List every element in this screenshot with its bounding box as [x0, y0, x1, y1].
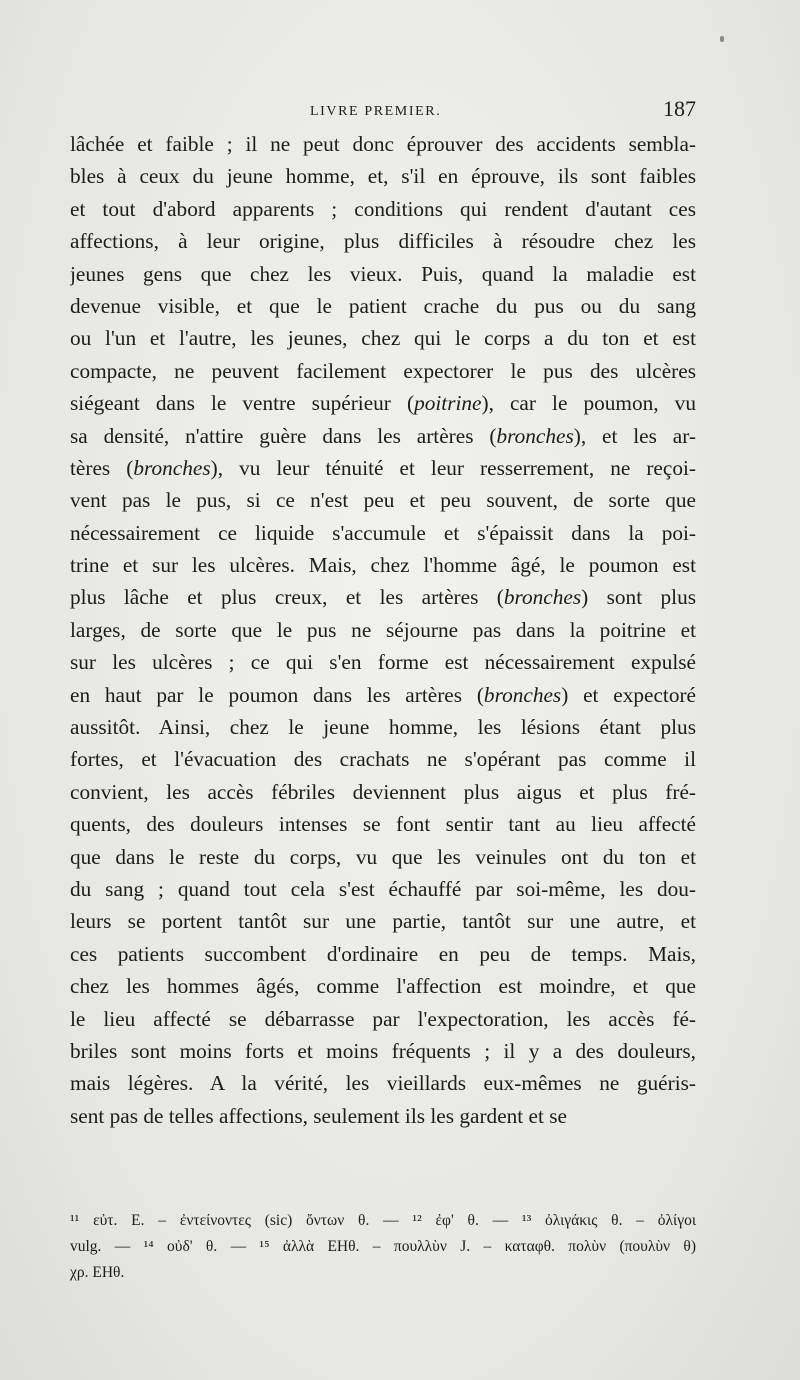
- body-line: sent pas de telles affections, seulement ils les gardent et se: [70, 1103, 567, 1128]
- body-line: ces patients succombent d'ordinaire en peu de temps. Mais,: [70, 941, 696, 966]
- body-line: devenue visible, et que le patient crache du pus ou du sang: [70, 293, 696, 318]
- paper-speck: [720, 36, 724, 42]
- body-line: mais légères. A la vérité, les vieillards eux-mêmes ne guéris-: [70, 1071, 696, 1096]
- body-line: nécessairement ce liquide s'accumule et s'épaissit dans la poi-: [70, 520, 696, 545]
- footnote-line: vulg. — ¹⁴ οὐδ' θ. — ¹⁵ ἀλλὰ EHθ. – πουλλὺν J. – καταφθ. πολὺν (πουλὺν θ): [70, 1238, 696, 1255]
- footnote-line: ¹¹ εὐτ. E. – ἐντείνοντες (sic) ὄντων θ. — ¹² ἐφ' θ. — ¹³ ὀλιγάκις θ. – ὀλίγοι: [70, 1212, 696, 1229]
- body-line: briles sont moins forts et moins fréquents ; il y a des douleurs,: [70, 1038, 696, 1063]
- body-line: du sang ; quand tout cela s'est échauffé par soi-même, les dou-: [70, 876, 696, 901]
- body-line: sur les ulcères ; ce qui s'en forme est nécessairement expulsé: [70, 650, 696, 675]
- body-line: le lieu affecté se débarrasse par l'expectoration, les accès fé-: [70, 1006, 696, 1031]
- body-line: lâchée et faible ; il ne peut donc éprouver des accidents sembla-: [70, 132, 696, 156]
- body-line: plus lâche et plus creux, et les artères (bronches) sont plus: [70, 585, 696, 610]
- body-line: que dans le reste du corps, vu que les veinules ont du ton et: [70, 844, 696, 869]
- body-text: [70, 128, 696, 1132]
- body-line: larges, de sorte que le pus ne séjourne pas dans la poitrine et: [70, 617, 696, 642]
- body-line: convient, les accès fébriles deviennent plus aigus et plus fré-: [70, 779, 696, 804]
- body-line: ou l'un et l'autre, les jeunes, chez qui le corps a du ton et est: [70, 326, 696, 351]
- body-line: quents, des douleurs intenses se font sentir tant au lieu affecté: [70, 812, 696, 837]
- body-line: trine et sur les ulcères. Mais, chez l'homme âgé, le poumon est: [70, 553, 696, 578]
- body-line: aussitôt. Ainsi, chez le jeune homme, les lésions étant plus: [70, 715, 696, 740]
- body-line: siégeant dans le ventre supérieur (poitrine), car le poumon, vu: [70, 391, 696, 416]
- body-line: compacte, ne peuvent facilement expectorer le pus des ulcères: [70, 358, 696, 383]
- body-line: sa densité, n'attire guère dans les artères (bronches), et les ar-: [70, 423, 696, 448]
- page-number: 187: [663, 96, 696, 121]
- body-line: leurs se portent tantôt sur une partie, tantôt sur une autre, et: [70, 909, 696, 934]
- body-line: vent pas le pus, si ce n'est peu et peu souvent, de sorte que: [70, 488, 696, 513]
- footnote-line: χρ. EHθ.: [70, 1264, 125, 1281]
- body-line: fortes, et l'évacuation des crachats ne s'opérant pas comme il: [70, 747, 696, 772]
- body-line: bles à ceux du jeune homme, et, s'il en éprouve, ils sont faibles: [70, 164, 696, 189]
- body-line: affections, à leur origine, plus difficiles à résoudre chez les: [70, 229, 696, 254]
- body-line: tères (bronches), vu leur ténuité et leur resserrement, ne reçoi-: [70, 455, 696, 480]
- body-line: et tout d'abord apparents ; conditions qui rendent d'autant ces: [70, 196, 696, 221]
- footnotes: [70, 1208, 696, 1286]
- page-header: [70, 96, 696, 130]
- body-line: en haut par le poumon dans les artères (bronches) et expectoré: [70, 682, 696, 707]
- body-line: jeunes gens que chez les vieux. Puis, quand la maladie est: [70, 261, 696, 286]
- running-head: LIVRE PREMIER.: [310, 104, 442, 119]
- body-line: chez les hommes âgés, comme l'affection est moindre, et que: [70, 974, 696, 999]
